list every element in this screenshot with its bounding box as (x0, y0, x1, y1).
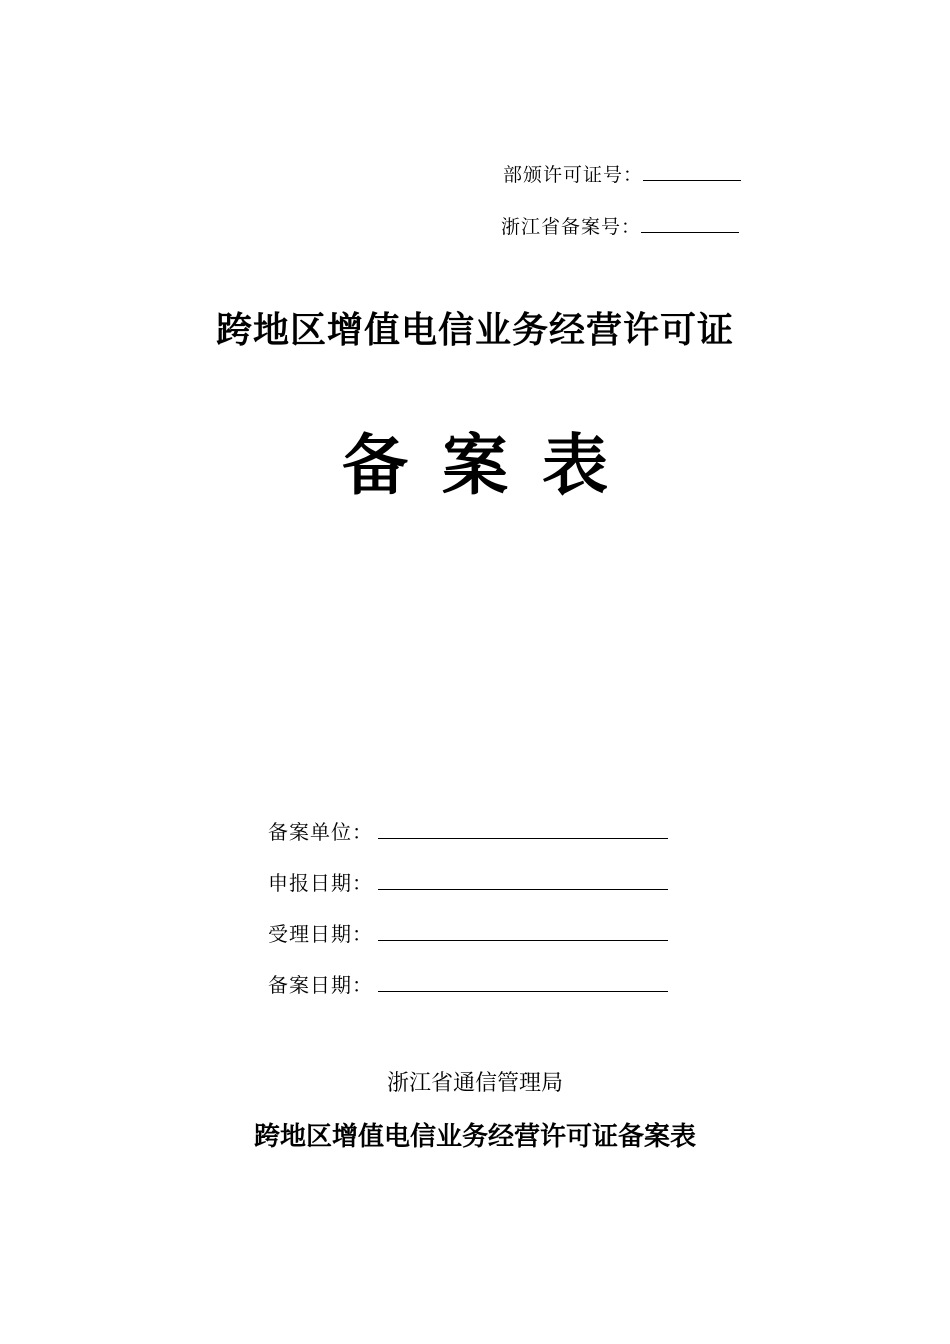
record-number-label: 浙江省备案号： (501, 216, 642, 238)
report-date-field[interactable] (378, 869, 668, 890)
record-date-field[interactable] (378, 971, 668, 992)
accept-date-field[interactable] (378, 920, 668, 941)
permit-number-field[interactable] (643, 162, 741, 181)
permit-number-line (503, 160, 741, 187)
record-unit-field[interactable] (378, 818, 668, 839)
issuer-name: 浙江省通信管理局 (386, 1071, 563, 1096)
record-date-label: 备案日期： (268, 973, 373, 997)
accept-date-label: 受理日期： (268, 922, 373, 946)
permit-number-label: 部颁许可证号： (503, 164, 644, 186)
record-date-row (268, 969, 668, 998)
report-date-row (268, 867, 668, 896)
record-number-field[interactable] (641, 214, 739, 233)
document-title: 跨地区增值电信业务经营许可证 (215, 310, 734, 351)
accept-date-row (268, 918, 668, 947)
record-unit-row (268, 816, 668, 845)
record-number-line (501, 212, 739, 239)
record-unit-label: 备案单位： (268, 820, 373, 844)
document-subtitle: 备案表 (342, 427, 642, 504)
report-date-label: 申报日期： (268, 871, 373, 895)
form-name: 跨地区增值电信业务经营许可证备案表 (253, 1122, 696, 1152)
